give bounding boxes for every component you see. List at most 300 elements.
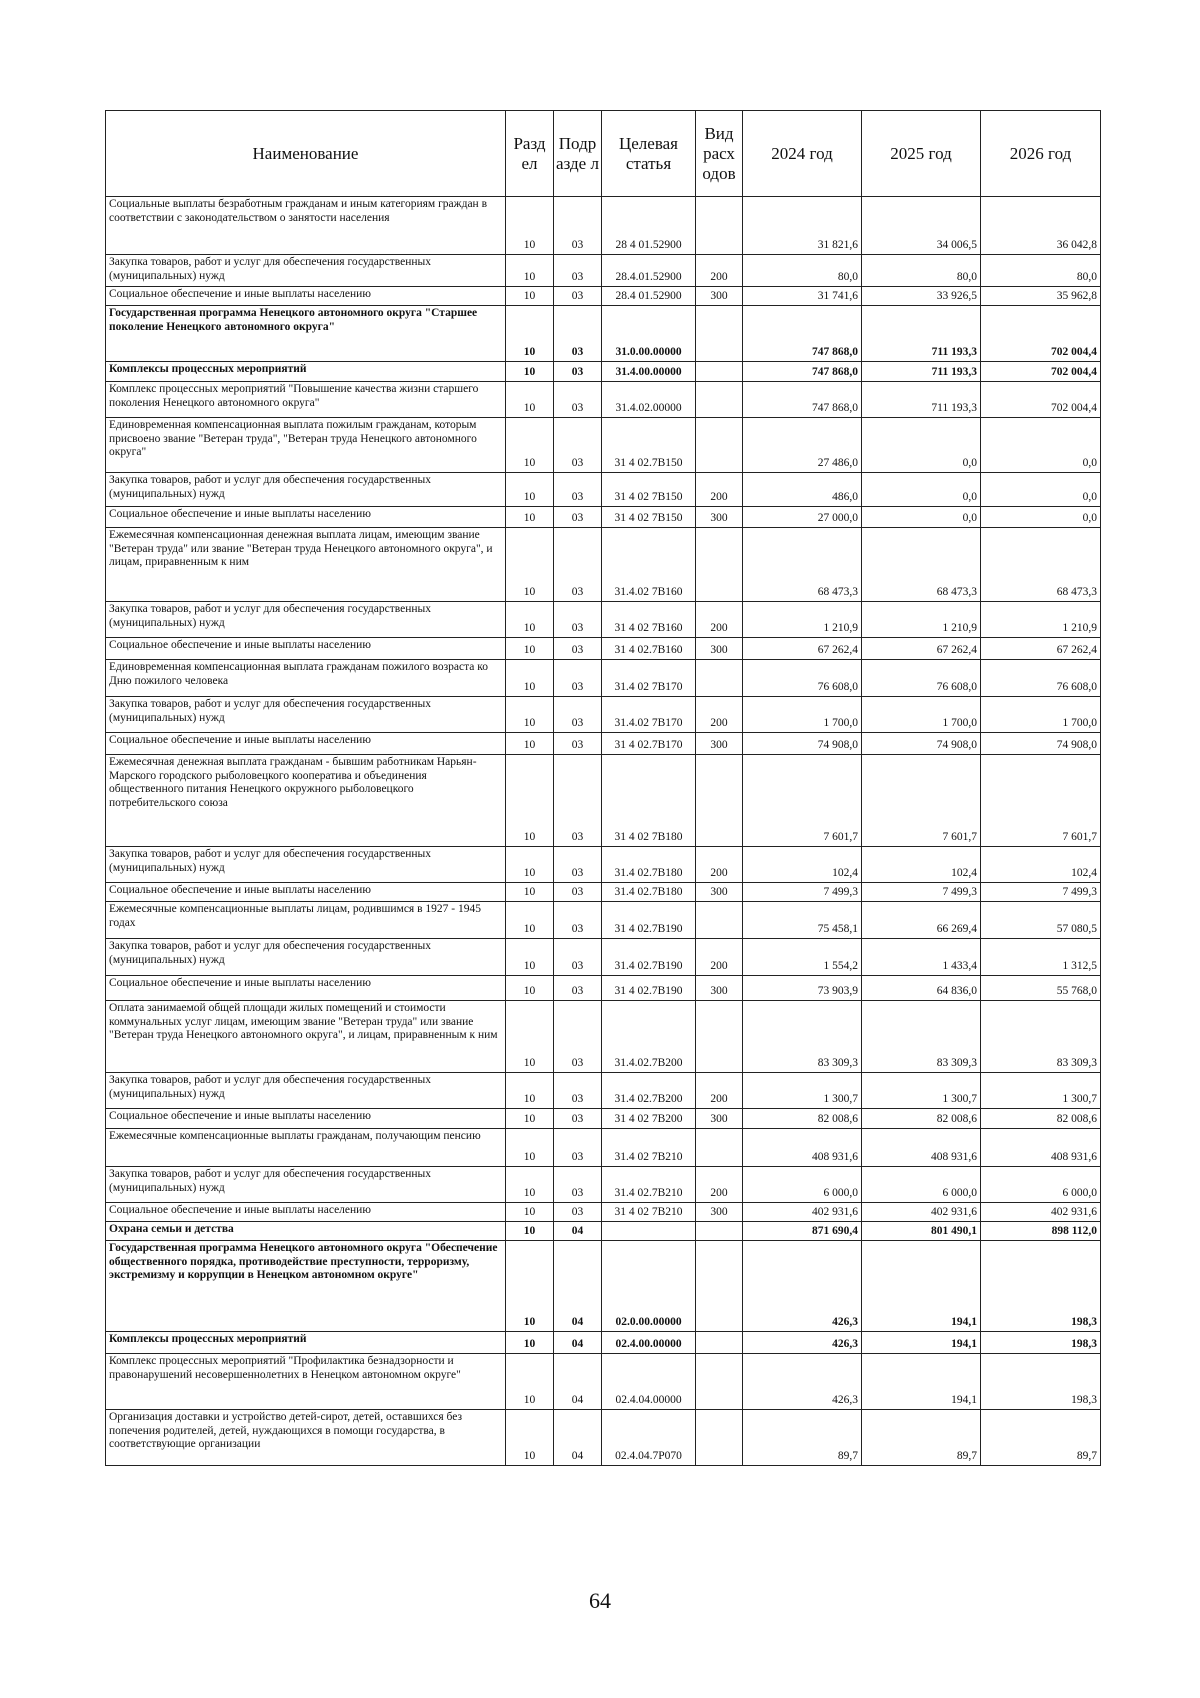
cell-2025: 80,0 [862,255,981,287]
cell-section: 10 [506,847,554,883]
cell-name: Закупка товаров, работ и услуг для обеспечения государственных (муниципальных) нужд [106,473,506,507]
table-row [106,197,1101,255]
cell-name: Закупка товаров, работ и услуг для обеспечения государственных (муниципальных) нужд [106,939,506,976]
cell-subsection: 03 [554,1073,602,1109]
cell-expense-type [696,1241,743,1332]
cell-2024: 31 741,6 [743,287,862,306]
cell-2024: 7 601,7 [743,755,862,847]
cell-2024: 747 868,0 [743,382,862,418]
cell-2025: 68 473,3 [862,528,981,602]
cell-target: 31 4 02 7B160 [602,602,696,638]
table-row [106,638,1101,660]
cell-section: 10 [506,1410,554,1466]
cell-name: Социальное обеспечение и иные выплаты населению [106,976,506,1001]
cell-2026: 1 210,9 [981,602,1101,638]
cell-subsection: 03 [554,528,602,602]
cell-name: Закупка товаров, работ и услуг для обеспечения государственных (муниципальных) нужд [106,1073,506,1109]
col-header-2024: 2024 год [743,111,862,197]
cell-2026: 0,0 [981,418,1101,473]
cell-2025: 0,0 [862,473,981,507]
cell-subsection: 03 [554,418,602,473]
cell-2024: 1 210,9 [743,602,862,638]
cell-2025: 1 210,9 [862,602,981,638]
table-body [106,197,1101,1466]
table-row [106,660,1101,697]
cell-section: 10 [506,1109,554,1129]
cell-target: 31 4 02 7B150 [602,473,696,507]
cell-target: 31 4 02.7B190 [602,976,696,1001]
cell-expense-type [696,1222,743,1241]
cell-expense-type: 200 [696,697,743,733]
cell-2026: 68 473,3 [981,528,1101,602]
cell-2025: 801 490,1 [862,1222,981,1241]
cell-section: 10 [506,197,554,255]
cell-expense-type [696,1410,743,1466]
cell-2026: 0,0 [981,507,1101,528]
table-row [106,362,1101,382]
cell-expense-type [696,1129,743,1167]
cell-2026: 702 004,4 [981,306,1101,362]
cell-name: Единовременная компенсационная выплата пожилым гражданам, которым присвоено звание "Ветеран труда", "Ветеран труда Ненецкого автономного округа" [106,418,506,473]
table-row [106,418,1101,473]
cell-section: 10 [506,1222,554,1241]
cell-name: Социальное обеспечение и иные выплаты населению [106,733,506,755]
cell-target: 31.4.02.7B200 [602,1001,696,1073]
cell-2025: 76 608,0 [862,660,981,697]
cell-section: 10 [506,287,554,306]
table-row [106,473,1101,507]
cell-2025: 82 008,6 [862,1109,981,1129]
cell-2024: 83 309,3 [743,1001,862,1073]
cell-expense-type: 300 [696,1203,743,1222]
table-row [106,847,1101,883]
cell-subsection: 03 [554,697,602,733]
table-row [106,255,1101,287]
cell-expense-type: 200 [696,255,743,287]
cell-subsection: 03 [554,473,602,507]
cell-subsection: 03 [554,1109,602,1129]
cell-2026: 76 608,0 [981,660,1101,697]
cell-name: Закупка товаров, работ и услуг для обеспечения государственных (муниципальных) нужд [106,847,506,883]
table-row [106,1129,1101,1167]
budget-table [105,110,1101,1466]
cell-name: Комплексы процессных мероприятий [106,1332,506,1354]
cell-2024: 67 262,4 [743,638,862,660]
table-row [106,733,1101,755]
cell-section: 10 [506,1332,554,1354]
cell-2024: 82 008,6 [743,1109,862,1129]
cell-target: 31 4 02 7B150 [602,507,696,528]
cell-2026: 702 004,4 [981,362,1101,382]
col-header-subsection: Подр азде л [554,111,602,197]
cell-name: Социальное обеспечение и иные выплаты населению [106,507,506,528]
cell-2025: 83 309,3 [862,1001,981,1073]
cell-2024: 31 821,6 [743,197,862,255]
table-row [106,939,1101,976]
cell-section: 10 [506,507,554,528]
cell-2024: 7 499,3 [743,883,862,902]
cell-2024: 27 000,0 [743,507,862,528]
col-header-name: Наименование [106,111,506,197]
cell-2024: 27 486,0 [743,418,862,473]
cell-2024: 1 300,7 [743,1073,862,1109]
cell-expense-type [696,1354,743,1410]
cell-expense-type: 300 [696,883,743,902]
table-row [106,976,1101,1001]
table-row [106,755,1101,847]
cell-2024: 6 000,0 [743,1167,862,1203]
cell-subsection: 03 [554,255,602,287]
cell-section: 10 [506,418,554,473]
cell-2025: 7 601,7 [862,755,981,847]
table-row [106,602,1101,638]
table-row [106,1109,1101,1129]
cell-2026: 1 300,7 [981,1073,1101,1109]
cell-2026: 74 908,0 [981,733,1101,755]
cell-name: Государственная программа Ненецкого автономного округа "Обеспечение общественного порядка, противодействие преступности, терроризму, экстремизму и коррупции в Ненецком автономном округе" [106,1241,506,1332]
cell-subsection: 03 [554,976,602,1001]
cell-2024: 426,3 [743,1241,862,1332]
cell-target: 31.4.02 7B170 [602,697,696,733]
table-row [106,1222,1101,1241]
table-row [106,382,1101,418]
cell-expense-type [696,418,743,473]
cell-2026: 35 962,8 [981,287,1101,306]
cell-target: 02.0.00.00000 [602,1241,696,1332]
cell-2026: 102,4 [981,847,1101,883]
cell-2025: 0,0 [862,418,981,473]
cell-name: Ежемесячные компенсационные выплаты гражданам, получающим пенсию [106,1129,506,1167]
cell-subsection: 03 [554,287,602,306]
cell-subsection: 03 [554,733,602,755]
cell-2026: 1 312,5 [981,939,1101,976]
table-row [106,1354,1101,1410]
cell-target [602,1222,696,1241]
cell-expense-type [696,362,743,382]
cell-subsection: 04 [554,1222,602,1241]
cell-section: 10 [506,976,554,1001]
cell-section: 10 [506,602,554,638]
cell-expense-type: 300 [696,976,743,1001]
cell-subsection: 03 [554,197,602,255]
cell-2024: 402 931,6 [743,1203,862,1222]
cell-target: 31.4.02 7B160 [602,528,696,602]
cell-name: Социальное обеспечение и иные выплаты населению [106,883,506,902]
cell-target: 31.0.00.00000 [602,306,696,362]
cell-2025: 66 269,4 [862,902,981,939]
cell-expense-type: 200 [696,847,743,883]
cell-name: Комплексы процессных мероприятий [106,362,506,382]
cell-section: 10 [506,1354,554,1410]
cell-name: Социальное обеспечение и иные выплаты населению [106,1109,506,1129]
page-number: 64 [589,1588,611,1613]
cell-section: 10 [506,638,554,660]
cell-2025: 1 700,0 [862,697,981,733]
table-row [106,902,1101,939]
cell-2026: 80,0 [981,255,1101,287]
cell-2026: 7 499,3 [981,883,1101,902]
budget-table-page [105,110,1100,1466]
cell-subsection: 03 [554,1203,602,1222]
cell-2024: 486,0 [743,473,862,507]
cell-subsection: 03 [554,306,602,362]
cell-expense-type [696,1332,743,1354]
cell-subsection: 03 [554,883,602,902]
cell-section: 10 [506,362,554,382]
cell-section: 10 [506,697,554,733]
cell-target: 31 4 02 7B180 [602,755,696,847]
col-header-2026: 2026 год [981,111,1101,197]
cell-subsection: 03 [554,847,602,883]
cell-expense-type [696,755,743,847]
cell-subsection: 03 [554,755,602,847]
cell-2025: 1 300,7 [862,1073,981,1109]
cell-name: Закупка товаров, работ и услуг для обеспечения государственных (муниципальных) нужд [106,255,506,287]
col-header-expense-type: Вид расх одов [696,111,743,197]
table-row [106,1167,1101,1203]
table-row [106,697,1101,733]
cell-2026: 198,3 [981,1332,1101,1354]
cell-subsection: 03 [554,362,602,382]
col-header-section: Разд ел [506,111,554,197]
cell-target: 31.4 02.7B200 [602,1073,696,1109]
cell-2025: 33 926,5 [862,287,981,306]
cell-name: Закупка товаров, работ и услуг для обеспечения государственных (муниципальных) нужд [106,602,506,638]
cell-section: 10 [506,528,554,602]
cell-expense-type [696,660,743,697]
cell-2025: 1 433,4 [862,939,981,976]
cell-section: 10 [506,902,554,939]
cell-section: 10 [506,1129,554,1167]
cell-name: Социальное обеспечение и иные выплаты населению [106,1203,506,1222]
cell-2025: 402 931,6 [862,1203,981,1222]
cell-name: Закупка товаров, работ и услуг для обеспечения государственных (муниципальных) нужд [106,1167,506,1203]
cell-2026: 7 601,7 [981,755,1101,847]
cell-target: 02.4.00.00000 [602,1332,696,1354]
cell-expense-type: 300 [696,733,743,755]
cell-2024: 426,3 [743,1332,862,1354]
cell-expense-type: 200 [696,473,743,507]
cell-2026: 702 004,4 [981,382,1101,418]
cell-target: 31 4 02 7B210 [602,1203,696,1222]
cell-expense-type: 200 [696,939,743,976]
cell-2024: 747 868,0 [743,362,862,382]
cell-2026: 402 931,6 [981,1203,1101,1222]
cell-2024: 426,3 [743,1354,862,1410]
table-row [106,1203,1101,1222]
cell-2026: 898 112,0 [981,1222,1101,1241]
cell-section: 10 [506,660,554,697]
cell-subsection: 04 [554,1241,602,1332]
cell-2024: 747 868,0 [743,306,862,362]
cell-2026: 0,0 [981,473,1101,507]
cell-2024: 68 473,3 [743,528,862,602]
table-row [106,883,1101,902]
cell-section: 10 [506,733,554,755]
cell-subsection: 03 [554,660,602,697]
cell-name: Ежемесячная компенсационная денежная выплата лицам, имеющим звание "Ветеран труда" или звание "Ветеран труда Ненецкого автономного округа", и лицам, приравненным к ним [106,528,506,602]
cell-target: 31.4.00.00000 [602,362,696,382]
cell-2024: 75 458,1 [743,902,862,939]
cell-2026: 36 042,8 [981,197,1101,255]
cell-section: 10 [506,755,554,847]
cell-expense-type: 300 [696,507,743,528]
cell-2025: 64 836,0 [862,976,981,1001]
cell-2026: 1 700,0 [981,697,1101,733]
cell-2025: 194,1 [862,1241,981,1332]
cell-expense-type: 300 [696,287,743,306]
cell-2026: 408 931,6 [981,1129,1101,1167]
table-row [106,1332,1101,1354]
cell-2026: 57 080,5 [981,902,1101,939]
table-row [106,507,1101,528]
cell-target: 02.4.04.7P070 [602,1410,696,1466]
cell-subsection: 03 [554,638,602,660]
table-row [106,1073,1101,1109]
cell-expense-type: 300 [696,1109,743,1129]
cell-target: 28.4 01.52900 [602,287,696,306]
cell-2024: 73 903,9 [743,976,862,1001]
cell-2024: 74 908,0 [743,733,862,755]
cell-2026: 67 262,4 [981,638,1101,660]
cell-2024: 80,0 [743,255,862,287]
cell-section: 10 [506,1001,554,1073]
table-row [106,287,1101,306]
col-header-target: Целевая статья [602,111,696,197]
cell-subsection: 04 [554,1354,602,1410]
cell-name: Охрана семьи и детства [106,1222,506,1241]
cell-name: Единовременная компенсационная выплата гражданам пожилого возраста ко Дню пожилого человека [106,660,506,697]
cell-expense-type [696,197,743,255]
cell-2026: 83 309,3 [981,1001,1101,1073]
cell-subsection: 03 [554,507,602,528]
cell-target: 31.4.02.00000 [602,382,696,418]
cell-2025: 34 006,5 [862,197,981,255]
cell-name: Оплата занимаемой общей площади жилых помещений и стоимости коммунальных услуг лицам, имеющим звание "Ветеран труда" или звание "Ветеран труда Ненецкого автономного округа", и лицам, приравненным к ним [106,1001,506,1073]
cell-section: 10 [506,255,554,287]
cell-subsection: 03 [554,939,602,976]
cell-name: Ежемесячная денежная выплата гражданам - бывшим работникам Нарьян-Марского городского рыболовецкого кооператива и объединения общественного питания Ненецкого окружного рыболовецкого потребительского союза [106,755,506,847]
table-row [106,306,1101,362]
cell-section: 10 [506,1203,554,1222]
table-row [106,1241,1101,1332]
cell-subsection: 04 [554,1410,602,1466]
cell-target: 31.4 02 7B170 [602,660,696,697]
cell-2024: 871 690,4 [743,1222,862,1241]
cell-name: Ежемесячные компенсационные выплаты лицам, родившимся в 1927 - 1945 годах [106,902,506,939]
cell-subsection: 04 [554,1332,602,1354]
cell-2025: 711 193,3 [862,306,981,362]
cell-2026: 89,7 [981,1410,1101,1466]
table-row [106,1001,1101,1073]
cell-name: Социальные выплаты безработным гражданам и иным категориям граждан в соответствии с законодательством о занятости населения [106,197,506,255]
cell-expense-type [696,528,743,602]
cell-2024: 102,4 [743,847,862,883]
cell-2025: 711 193,3 [862,362,981,382]
cell-target: 31 4 02.7B190 [602,902,696,939]
cell-subsection: 03 [554,902,602,939]
cell-name: Комплекс процессных мероприятий "Повышение качества жизни старшего поколения Ненецкого автономного округа" [106,382,506,418]
cell-target: 31 4 02.7B150 [602,418,696,473]
cell-2026: 82 008,6 [981,1109,1101,1129]
cell-expense-type: 300 [696,638,743,660]
cell-target: 31 4 02.7B160 [602,638,696,660]
cell-2024: 1 554,2 [743,939,862,976]
cell-2025: 89,7 [862,1410,981,1466]
cell-target: 31.4 02.7B180 [602,883,696,902]
cell-subsection: 03 [554,382,602,418]
cell-name: Социальное обеспечение и иные выплаты населению [106,287,506,306]
cell-subsection: 03 [554,1167,602,1203]
cell-target: 31.4 02.7B210 [602,1167,696,1203]
cell-expense-type: 200 [696,1073,743,1109]
cell-subsection: 03 [554,602,602,638]
cell-2025: 194,1 [862,1354,981,1410]
cell-target: 31 4 02 7B200 [602,1109,696,1129]
cell-section: 10 [506,883,554,902]
cell-section: 10 [506,382,554,418]
cell-target: 31 4 02.7B170 [602,733,696,755]
cell-section: 10 [506,1167,554,1203]
cell-expense-type [696,382,743,418]
cell-name: Государственная программа Ненецкого автономного округа "Старшее поколение Ненецкого автономного округа" [106,306,506,362]
cell-2025: 74 908,0 [862,733,981,755]
table-row [106,1410,1101,1466]
cell-target: 31.4 02.7B180 [602,847,696,883]
cell-expense-type: 200 [696,1167,743,1203]
cell-2025: 102,4 [862,847,981,883]
cell-subsection: 03 [554,1129,602,1167]
cell-target: 28.4.01.52900 [602,255,696,287]
cell-2026: 6 000,0 [981,1167,1101,1203]
col-header-2025: 2025 год [862,111,981,197]
cell-2025: 711 193,3 [862,382,981,418]
cell-name: Организация доставки и устройство детей-сирот, детей, оставшихся без попечения родителей, детей, нуждающихся в помощи государства, в соответствующие организации [106,1410,506,1466]
cell-section: 10 [506,1073,554,1109]
cell-2024: 76 608,0 [743,660,862,697]
cell-target: 31.4 02 7B210 [602,1129,696,1167]
cell-section: 10 [506,939,554,976]
cell-expense-type [696,1001,743,1073]
cell-section: 10 [506,473,554,507]
table-row [106,528,1101,602]
cell-2024: 1 700,0 [743,697,862,733]
cell-2026: 55 768,0 [981,976,1101,1001]
cell-2024: 408 931,6 [743,1129,862,1167]
cell-section: 10 [506,306,554,362]
cell-2025: 67 262,4 [862,638,981,660]
cell-target: 28 4 01.52900 [602,197,696,255]
cell-2025: 194,1 [862,1332,981,1354]
table-header-row [106,111,1101,197]
cell-expense-type [696,306,743,362]
cell-2025: 0,0 [862,507,981,528]
cell-section: 10 [506,1241,554,1332]
cell-name: Комплекс процессных мероприятий "Профилактика безнадзорности и правонарушений несовершеннолетних в Ненецком автономном округе" [106,1354,506,1410]
cell-expense-type [696,902,743,939]
cell-target: 31.4 02.7B190 [602,939,696,976]
cell-2026: 198,3 [981,1241,1101,1332]
cell-subsection: 03 [554,1001,602,1073]
cell-name: Социальное обеспечение и иные выплаты населению [106,638,506,660]
cell-expense-type: 200 [696,602,743,638]
cell-2025: 7 499,3 [862,883,981,902]
cell-2024: 89,7 [743,1410,862,1466]
cell-target: 02.4.04.00000 [602,1354,696,1410]
cell-2025: 408 931,6 [862,1129,981,1167]
cell-2025: 6 000,0 [862,1167,981,1203]
cell-name: Закупка товаров, работ и услуг для обеспечения государственных (муниципальных) нужд [106,697,506,733]
